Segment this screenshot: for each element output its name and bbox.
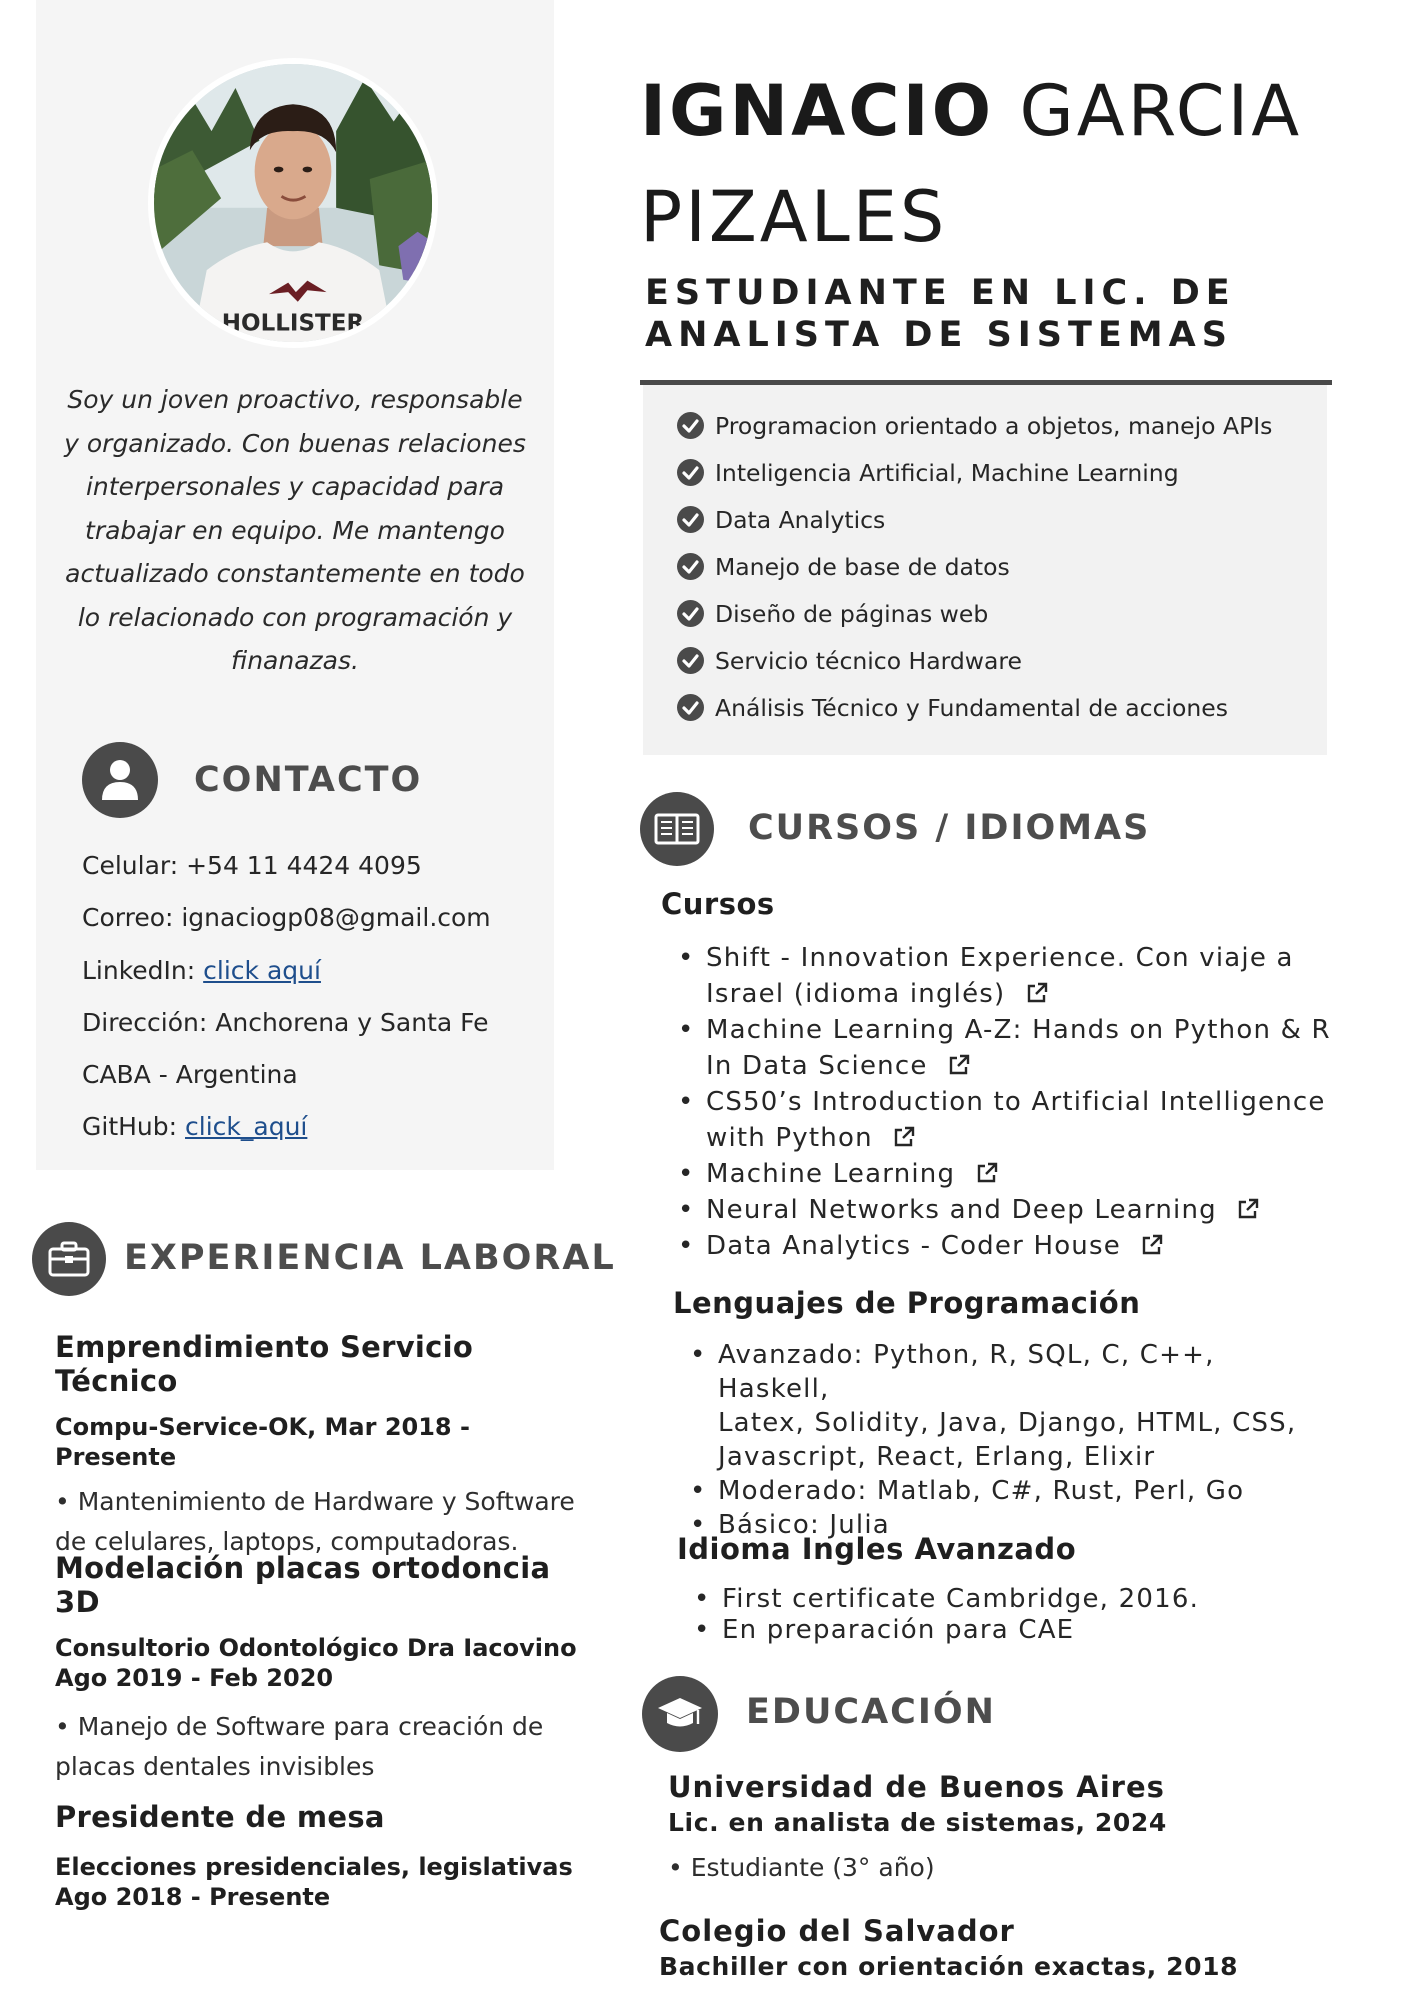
job-entry [55,1330,585,1562]
check-circle-icon [677,459,704,486]
skill-item [643,693,1327,740]
second-last-name: PIZALES [640,176,948,258]
course-item [660,1156,1340,1192]
job-title-heading [645,272,1325,356]
english-item: • En preparación para CAE [676,1615,1326,1646]
check-circle-icon [677,647,704,674]
open-book-icon [640,792,714,866]
check-circle-icon [677,694,704,721]
language-line: • Avanzado: Python, R, SQL, C, C++, Haskell, [718,1340,1215,1404]
english-item: • First certificate Cambridge, 2016. [676,1584,1326,1615]
github-link[interactable]: click_aquí [185,1112,308,1142]
education-entry [659,1914,1359,1986]
education-heading: EDUCACIÓN [746,1692,996,1732]
programming-languages-list [672,1338,1322,1542]
job-description-line: placas dentales invisibles [55,1752,375,1781]
external-link-icon[interactable] [1140,1233,1164,1257]
job-dates: Ago 2019 - Feb 2020 [55,1664,334,1692]
course-item [660,1192,1340,1228]
graduation-cap-icon [642,1676,718,1752]
language-line: Javascript, React, Erlang, Elixir [718,1442,1156,1472]
external-link-icon[interactable] [1025,981,1049,1005]
school-name: Universidad de Buenos Aires [668,1770,1165,1804]
skill-item [643,552,1327,599]
skill-label: Servicio técnico Hardware [715,647,1023,675]
skill-item [643,505,1327,552]
skill-item [643,411,1327,458]
profile-summary: Soy un joven proactivo, responsable y organizado. Con buenas relaciones interpersonales y capacidad para trabajar en equipo. Me mantengo actualizado constantemente en todo lo relacionado con programación y finanazas. [64,385,526,675]
last-name: GARCIA [1019,70,1303,152]
course-title: Machine Learning A-Z: Hands on Python & R [706,1015,1331,1045]
skill-label: Programacion orientado a objetos, manejo APIs [715,412,1273,440]
skill-item [643,458,1327,505]
education-entry [668,1770,1368,1894]
linkedin-link[interactable]: click aquí [203,955,321,985]
skill-label: Diseño de páginas web [715,600,989,628]
course-item [660,1084,1340,1156]
education-note: • Estudiante (3° año) [668,1853,935,1882]
job-entry [55,1800,585,1912]
course-title: Machine Learning [706,1159,956,1189]
course-title: Neural Networks and Deep Learning [706,1195,1217,1225]
course-title-cont: In Data Science [706,1051,928,1081]
course-title: Data Analytics - Coder House [706,1231,1121,1261]
job-company: Consultorio Odontológico Dra Iacovino [55,1634,577,1662]
job-title: Modelación placas ortodoncia 3D [55,1551,551,1619]
contact-heading: CONTACTO [194,760,423,800]
check-circle-icon [677,412,704,439]
school-name: Colegio del Salvador [659,1914,1015,1948]
external-link-icon[interactable] [975,1161,999,1185]
skill-label: Manejo de base de datos [715,553,1010,581]
contact-address: Dirección: Anchorena y Santa Fe [82,1007,489,1037]
job-title-line: ANALISTA DE SISTEMAS [645,315,1233,355]
experience-heading: EXPERIENCIA LABORAL [124,1238,616,1278]
skills-box [643,385,1327,755]
job-company: Elecciones presidenciales, legislativas [55,1853,573,1881]
course-item [660,940,1340,1012]
skill-item [643,599,1327,646]
skill-label: Inteligencia Artificial, Machine Learning [715,459,1179,487]
job-description-line: • Mantenimiento de Hardware y Software [55,1487,575,1516]
degree: Lic. en analista de sistemas, 2024 [668,1808,1167,1837]
profile-photo [148,58,438,348]
contact-person-icon [82,742,158,818]
degree: Bachiller con orientación exactas, 2018 [659,1952,1239,1981]
job-description-line: • Manejo de Software para creación de [55,1712,544,1741]
english-list [676,1584,1326,1646]
programming-languages-heading: Lenguajes de Programación [673,1286,1141,1320]
job-company: Compu-Service-OK, Mar 2018 - Presente [55,1413,470,1471]
course-title-cont: Israel (idioma inglés) [706,979,1006,1009]
check-circle-icon [677,506,704,533]
contact-city: CABA - Argentina [82,1060,298,1090]
course-item [660,1012,1340,1084]
courses-heading: CURSOS / IDIOMAS [748,808,1151,848]
course-item [660,1228,1340,1264]
language-level-item [672,1338,1322,1474]
job-title: Presidente de mesa [55,1800,385,1834]
course-title: CS50’s Introduction to Artificial Intelligence [706,1087,1326,1117]
english-heading: Idioma Ingles Avanzado [677,1532,1077,1566]
job-entry [55,1551,585,1787]
course-list [660,940,1340,1264]
contact-list [82,848,542,1162]
language-line: Latex, Solidity, Java, Django, HTML, CSS, [718,1408,1297,1438]
job-title-line: ESTUDIANTE EN LIC. DE [645,273,1236,313]
job-dates: Ago 2018 - Presente [55,1883,331,1911]
external-link-icon[interactable] [892,1125,916,1149]
linkedin-label: LinkedIn: [82,955,204,985]
shirt-logo-text: HOLLISTER [221,310,365,337]
job-title: Emprendimiento Servicio Técnico [55,1330,474,1398]
skill-label: Análisis Técnico y Fundamental de acciones [715,694,1229,722]
contact-github [82,1109,542,1161]
job-description-line: de celulares, laptops, computadoras. [55,1527,519,1556]
check-circle-icon [677,553,704,580]
course-title-cont: with Python [706,1123,873,1153]
check-circle-icon [677,600,704,627]
course-title: Shift - Innovation Experience. Con viaje a [706,943,1294,973]
language-line: • Básico: Julia [718,1510,890,1540]
contact-email: Correo: ignaciogp08@gmail.com [82,903,491,933]
briefcase-icon [32,1222,106,1296]
external-link-icon[interactable] [1236,1197,1260,1221]
courses-subheading: Cursos [661,887,775,921]
language-level-item [672,1474,1322,1508]
contact-linkedin [82,953,542,1005]
full-name [640,58,1340,270]
skill-item [643,646,1327,693]
skill-label: Data Analytics [715,506,886,534]
first-name: IGNACIO [640,70,995,152]
contact-phone: Celular: +54 11 4424 4095 [82,851,422,880]
github-label: GitHub: [82,1112,186,1142]
external-link-icon[interactable] [947,1053,971,1077]
language-line: • Moderado: Matlab, C#, Rust, Perl, Go [718,1476,1245,1506]
